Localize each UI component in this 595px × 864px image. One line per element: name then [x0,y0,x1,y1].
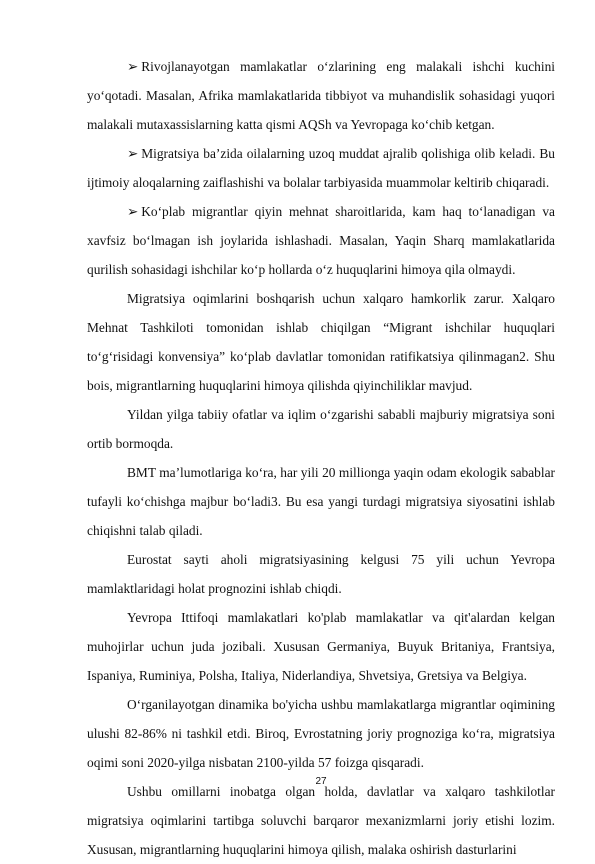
paragraph-un-data: BMT ma’lumotlariga ko‘ra, har yili 20 millionga yaqin odam ekologik sabablar tufayli ko‘chishga majbur bo‘ladi3. Bu esa yangi turdagi migratsiya siyosatini ishlab chiqishni talab qiladi. [87,465,555,538]
bullet-paragraph-1 [87,52,555,139]
paragraph-text: Rivojlanayotgan mamlakatlar o‘zlarining eng malakali ishchi kuchini yo‘qotadi. Masalan, Afrika mamlakatlarida tibbiyot va muhandislik sohasidagi yuqori malakali mutaxassislarning katta qismi AQSh va Yevropaga ko‘chib ketgan. [87,59,555,132]
bullet-paragraph-2 [87,139,555,197]
bullet-paragraph-3 [87,197,555,284]
paragraph-forced-migration: Yildan yilga tabiiy ofatlar va iqlim o‘zgarishi sababli majburiy migratsiya soni ortib bormoqda. [87,407,555,451]
paragraph-eu-countries: Yevropa Ittifoqi mamlakatlari ko'plab mamlakatlar va qit'alardan kelgan muhojirlar uchun juda jozibali. Xususan Germaniya, Buyuk Britaniya, Frantsiya, Ispaniya, Ruminiya, Polsha, Italiya, Niderlandiya, Shvetsiya, Gretsiya va Belgiya. [87,610,555,683]
paragraph-international-cooperation: Migratsiya oqimlarini boshqarish uchun xalqaro hamkorlik zarur. Xalqaro Mehnat Tashkiloti tomonidan ishlab chiqilgan “Migrant ishchilar huquqlari to‘g‘risidagi konvensiya” ko‘plab davlatlar tomonidan ratifikatsiya qilinmagan2. Shu bois, migrantlarning huquqlarini himoya qilishda qiyinchiliklar mavjud. [87,291,555,393]
paragraph-text: Migratsiya ba’zida oilalarning uzoq muddat ajralib qolishiga olib keladi. Bu ijtimoiy aloqalarning zaiflashishi va bolalar tarbiyasida muammolar keltirib chiqaradi. [87,146,555,190]
paragraph-dynamics: O‘rganilayotgan dinamika bo'yicha ushbu mamlakatlarga migrantlar oqimining ulushi 82-86% ni tashkil etdi. Biroq, Evrostatning joriy prognoziga ko‘ra, migratsiya oqimi soni 2020-yilga nisbatan 2100-yilda 57 foizga qisqaradi. [87,697,555,770]
paragraph-text: Ko‘plab migrantlar qiyin mehnat sharoitlarida, kam haq to‘lanadigan va xavfsiz bo‘lmagan ish joylarida ishlashadi. Masalan, Yaqin Sharq mamlakatlarida qurilish sohasidagi ishchilar ko‘p hollarda o‘z huquqlarini himoya qila olmaydi. [87,204,555,277]
document-body [87,52,555,864]
arrowhead-bullet-icon: ➢ [127,59,139,74]
arrowhead-bullet-icon: ➢ [127,204,139,219]
page-number: 27 [315,776,327,787]
paragraph-eurostat: Eurostat sayti aholi migratsiyasining kelgusi 75 yili uchun Yevropa mamlaktlaridagi holat prognozini ishlab chiqdi. [87,552,555,596]
paragraph-conclusion: Ushbu omillarni inobatga olgan holda, davlatlar va xalqaro tashkilotlar migratsiya oqimlarini tartibga soluvchi barqaror mexanizmlarni joriy etishi lozim. Xususan, migrantlarning huquqlarini himoya qilish, malaka oshirish dasturlarini [87,784,555,857]
arrowhead-bullet-icon: ➢ [127,146,139,161]
